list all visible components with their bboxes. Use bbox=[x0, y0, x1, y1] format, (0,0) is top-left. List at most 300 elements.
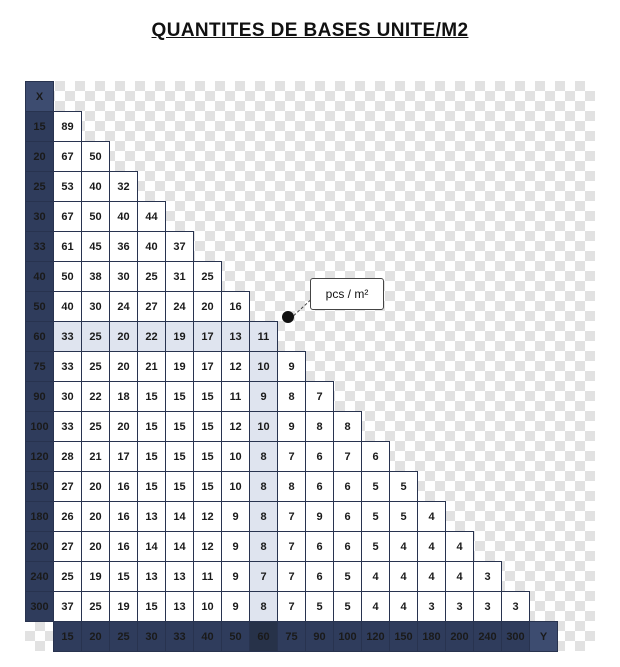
spacer-cell bbox=[166, 202, 194, 232]
spacer-cell bbox=[390, 202, 418, 232]
data-cell: 3 bbox=[474, 562, 502, 592]
spacer-cell bbox=[446, 382, 474, 412]
spacer-cell bbox=[334, 352, 362, 382]
spacer-cell bbox=[54, 82, 82, 112]
spacer-cell bbox=[390, 82, 418, 112]
spacer-cell bbox=[418, 202, 446, 232]
spacer-cell bbox=[362, 172, 390, 202]
spacer-cell bbox=[446, 442, 474, 472]
data-cell: 3 bbox=[502, 592, 530, 622]
callout-label: pcs / m² bbox=[325, 287, 369, 301]
spacer-cell bbox=[334, 112, 362, 142]
data-cell: 25 bbox=[194, 262, 222, 292]
data-cell: 38 bbox=[82, 262, 110, 292]
spacer-cell bbox=[334, 322, 362, 352]
data-cell: 53 bbox=[54, 172, 82, 202]
spacer-cell bbox=[278, 142, 306, 172]
data-cell: 9 bbox=[250, 382, 278, 412]
data-cell: 44 bbox=[138, 202, 166, 232]
spacer-cell bbox=[222, 232, 250, 262]
data-cell: 5 bbox=[362, 502, 390, 532]
data-cell: 6 bbox=[334, 472, 362, 502]
data-cell: 27 bbox=[138, 292, 166, 322]
table-row bbox=[26, 442, 558, 472]
spacer-cell bbox=[306, 322, 334, 352]
data-cell: 7 bbox=[278, 442, 306, 472]
spacer-cell bbox=[138, 112, 166, 142]
spacer-cell bbox=[390, 172, 418, 202]
column-header-90[interactable]: 90 bbox=[306, 622, 334, 652]
data-cell: 32 bbox=[110, 172, 138, 202]
spacer-cell bbox=[530, 232, 558, 262]
quantities-table bbox=[25, 81, 558, 652]
spacer-cell bbox=[502, 472, 530, 502]
spacer-cell bbox=[334, 142, 362, 172]
axis-corner-y: Y bbox=[530, 622, 558, 652]
spacer-cell bbox=[502, 532, 530, 562]
row-header-30[interactable]: 30 bbox=[26, 202, 54, 232]
table-row bbox=[26, 502, 558, 532]
spacer-cell bbox=[474, 472, 502, 502]
data-cell: 14 bbox=[166, 532, 194, 562]
spacer-cell bbox=[306, 82, 334, 112]
spacer-cell bbox=[250, 202, 278, 232]
spacer-cell bbox=[250, 262, 278, 292]
table-row bbox=[26, 412, 558, 442]
spacer-cell bbox=[474, 292, 502, 322]
data-cell: 10 bbox=[222, 472, 250, 502]
spacer-cell bbox=[334, 82, 362, 112]
data-cell: 40 bbox=[110, 202, 138, 232]
column-header-180[interactable]: 180 bbox=[418, 622, 446, 652]
data-cell: 33 bbox=[54, 352, 82, 382]
spacer-cell bbox=[362, 82, 390, 112]
spacer-cell bbox=[222, 172, 250, 202]
spacer-cell bbox=[390, 112, 418, 142]
table-row bbox=[26, 142, 558, 172]
data-cell: 22 bbox=[82, 382, 110, 412]
data-cell: 30 bbox=[110, 262, 138, 292]
spacer-cell bbox=[110, 112, 138, 142]
spacer-cell bbox=[194, 82, 222, 112]
data-cell: 12 bbox=[222, 412, 250, 442]
data-cell: 3 bbox=[446, 592, 474, 622]
data-cell: 4 bbox=[418, 532, 446, 562]
spacer-cell bbox=[530, 532, 558, 562]
spacer-cell bbox=[418, 112, 446, 142]
spacer-cell bbox=[278, 262, 306, 292]
spacer-cell bbox=[194, 232, 222, 262]
spacer-cell bbox=[446, 412, 474, 442]
data-cell: 14 bbox=[138, 532, 166, 562]
spacer-cell bbox=[474, 532, 502, 562]
spacer-cell bbox=[418, 472, 446, 502]
data-cell: 9 bbox=[306, 502, 334, 532]
data-cell: 7 bbox=[278, 502, 306, 532]
spacer-cell bbox=[334, 232, 362, 262]
data-cell: 15 bbox=[138, 472, 166, 502]
spacer-cell bbox=[334, 202, 362, 232]
row-header-40[interactable]: 40 bbox=[26, 262, 54, 292]
spacer-cell bbox=[446, 202, 474, 232]
spacer-cell bbox=[474, 142, 502, 172]
data-cell: 10 bbox=[222, 442, 250, 472]
data-cell: 7 bbox=[306, 382, 334, 412]
data-cell: 30 bbox=[54, 382, 82, 412]
row-header-150[interactable]: 150 bbox=[26, 472, 54, 502]
row-header-120[interactable]: 120 bbox=[26, 442, 54, 472]
callout-box bbox=[310, 278, 384, 310]
spacer-cell bbox=[222, 142, 250, 172]
data-cell: 89 bbox=[54, 112, 82, 142]
data-cell: 40 bbox=[138, 232, 166, 262]
data-cell: 19 bbox=[110, 592, 138, 622]
spacer-cell bbox=[474, 82, 502, 112]
data-cell: 11 bbox=[222, 382, 250, 412]
data-cell: 3 bbox=[474, 592, 502, 622]
data-cell: 10 bbox=[194, 592, 222, 622]
spacer-cell bbox=[306, 172, 334, 202]
spacer-cell bbox=[446, 262, 474, 292]
spacer-cell bbox=[278, 112, 306, 142]
spacer-cell bbox=[530, 142, 558, 172]
spacer-cell bbox=[390, 142, 418, 172]
data-cell: 17 bbox=[194, 352, 222, 382]
column-header-60[interactable]: 60 bbox=[250, 622, 278, 652]
spacer-cell bbox=[250, 82, 278, 112]
row-header-240[interactable]: 240 bbox=[26, 562, 54, 592]
spacer-cell bbox=[530, 82, 558, 112]
row-header-20[interactable]: 20 bbox=[26, 142, 54, 172]
data-cell: 4 bbox=[390, 592, 418, 622]
spacer-cell bbox=[530, 502, 558, 532]
row-header-200[interactable]: 200 bbox=[26, 532, 54, 562]
table-row bbox=[26, 592, 558, 622]
spacer-cell bbox=[502, 292, 530, 322]
table-row bbox=[26, 232, 558, 262]
data-cell: 20 bbox=[82, 532, 110, 562]
spacer-cell bbox=[446, 472, 474, 502]
spacer-cell bbox=[194, 172, 222, 202]
spacer-cell bbox=[446, 502, 474, 532]
data-cell: 5 bbox=[334, 592, 362, 622]
data-cell: 67 bbox=[54, 142, 82, 172]
table-row bbox=[26, 562, 558, 592]
spacer-cell bbox=[390, 352, 418, 382]
spacer-cell bbox=[138, 82, 166, 112]
spacer-cell bbox=[82, 112, 110, 142]
spacer-cell bbox=[390, 322, 418, 352]
spacer-cell bbox=[530, 592, 558, 622]
data-cell: 19 bbox=[166, 352, 194, 382]
row-header-75[interactable]: 75 bbox=[26, 352, 54, 382]
data-cell: 4 bbox=[446, 532, 474, 562]
data-cell: 9 bbox=[222, 592, 250, 622]
spacer-cell bbox=[306, 202, 334, 232]
spacer-cell bbox=[418, 172, 446, 202]
data-cell: 25 bbox=[82, 592, 110, 622]
data-cell: 4 bbox=[446, 562, 474, 592]
data-cell: 15 bbox=[194, 442, 222, 472]
data-cell: 40 bbox=[54, 292, 82, 322]
data-cell: 15 bbox=[138, 412, 166, 442]
data-cell: 4 bbox=[418, 502, 446, 532]
data-cell: 9 bbox=[222, 532, 250, 562]
spacer-cell bbox=[474, 262, 502, 292]
spacer-cell bbox=[250, 292, 278, 322]
column-header-15[interactable]: 15 bbox=[54, 622, 82, 652]
data-cell: 21 bbox=[138, 352, 166, 382]
data-cell: 16 bbox=[110, 532, 138, 562]
table-row bbox=[26, 352, 558, 382]
spacer-cell bbox=[530, 472, 558, 502]
data-cell: 13 bbox=[138, 562, 166, 592]
data-cell: 24 bbox=[166, 292, 194, 322]
data-cell: 13 bbox=[138, 502, 166, 532]
data-cell: 25 bbox=[54, 562, 82, 592]
spacer-cell bbox=[502, 82, 530, 112]
spacer-cell bbox=[530, 352, 558, 382]
spacer-cell bbox=[390, 442, 418, 472]
data-cell: 8 bbox=[250, 472, 278, 502]
spacer-cell bbox=[306, 232, 334, 262]
data-cell: 6 bbox=[306, 442, 334, 472]
column-header-40[interactable]: 40 bbox=[194, 622, 222, 652]
data-cell: 4 bbox=[418, 562, 446, 592]
column-header-200[interactable]: 200 bbox=[446, 622, 474, 652]
column-header-25[interactable]: 25 bbox=[110, 622, 138, 652]
column-header-20[interactable]: 20 bbox=[82, 622, 110, 652]
spacer-cell bbox=[362, 352, 390, 382]
spacer-cell bbox=[446, 112, 474, 142]
column-header-300[interactable]: 300 bbox=[502, 622, 530, 652]
spacer-cell bbox=[530, 172, 558, 202]
spacer-cell bbox=[474, 382, 502, 412]
spacer-cell bbox=[502, 112, 530, 142]
spacer-cell bbox=[194, 202, 222, 232]
data-cell: 10 bbox=[250, 352, 278, 382]
spacer-cell bbox=[138, 172, 166, 202]
data-cell: 15 bbox=[194, 472, 222, 502]
data-cell: 24 bbox=[110, 292, 138, 322]
data-cell: 6 bbox=[362, 442, 390, 472]
spacer-cell bbox=[334, 382, 362, 412]
data-cell: 12 bbox=[194, 532, 222, 562]
spacer-cell bbox=[250, 112, 278, 142]
spacer-cell bbox=[306, 112, 334, 142]
spacer-cell bbox=[530, 322, 558, 352]
data-cell: 7 bbox=[250, 562, 278, 592]
column-header-30[interactable]: 30 bbox=[138, 622, 166, 652]
spacer-cell bbox=[474, 172, 502, 202]
spacer-cell bbox=[278, 202, 306, 232]
spacer-cell bbox=[278, 322, 306, 352]
spacer-cell bbox=[530, 562, 558, 592]
spacer-cell bbox=[390, 292, 418, 322]
spacer-cell bbox=[530, 382, 558, 412]
data-cell: 7 bbox=[278, 592, 306, 622]
data-cell: 9 bbox=[278, 412, 306, 442]
data-cell: 45 bbox=[82, 232, 110, 262]
spacer-cell bbox=[502, 412, 530, 442]
spacer-cell bbox=[502, 262, 530, 292]
data-cell: 25 bbox=[82, 322, 110, 352]
data-cell: 20 bbox=[194, 292, 222, 322]
data-cell: 9 bbox=[222, 502, 250, 532]
data-cell: 5 bbox=[362, 532, 390, 562]
row-header-300[interactable]: 300 bbox=[26, 592, 54, 622]
data-cell: 20 bbox=[82, 502, 110, 532]
spacer-cell bbox=[530, 442, 558, 472]
data-cell: 27 bbox=[54, 472, 82, 502]
row-header-180[interactable]: 180 bbox=[26, 502, 54, 532]
table-row bbox=[26, 322, 558, 352]
data-cell: 15 bbox=[194, 382, 222, 412]
table-row bbox=[26, 382, 558, 412]
spacer-cell bbox=[474, 232, 502, 262]
spacer-cell bbox=[502, 352, 530, 382]
spacer-cell bbox=[474, 112, 502, 142]
spacer-cell bbox=[530, 262, 558, 292]
column-header-120[interactable]: 120 bbox=[362, 622, 390, 652]
data-cell: 20 bbox=[110, 412, 138, 442]
data-cell: 33 bbox=[54, 412, 82, 442]
spacer-cell bbox=[166, 112, 194, 142]
data-cell: 8 bbox=[306, 412, 334, 442]
data-cell: 25 bbox=[82, 352, 110, 382]
data-cell: 6 bbox=[306, 562, 334, 592]
spacer-cell bbox=[418, 382, 446, 412]
table-row bbox=[26, 262, 558, 292]
data-cell: 20 bbox=[110, 322, 138, 352]
table-footer-row bbox=[26, 622, 558, 652]
data-cell: 13 bbox=[222, 322, 250, 352]
spacer-cell bbox=[26, 622, 54, 652]
data-cell: 21 bbox=[82, 442, 110, 472]
spacer-cell bbox=[390, 232, 418, 262]
spacer-cell bbox=[418, 142, 446, 172]
spacer-cell bbox=[446, 142, 474, 172]
row-header-33[interactable]: 33 bbox=[26, 232, 54, 262]
data-cell: 5 bbox=[362, 472, 390, 502]
data-cell: 67 bbox=[54, 202, 82, 232]
spacer-cell bbox=[278, 172, 306, 202]
data-cell: 8 bbox=[250, 532, 278, 562]
data-cell: 14 bbox=[166, 502, 194, 532]
data-cell: 11 bbox=[250, 322, 278, 352]
data-cell: 36 bbox=[110, 232, 138, 262]
data-cell: 4 bbox=[390, 532, 418, 562]
spacer-cell bbox=[194, 142, 222, 172]
spacer-cell bbox=[250, 172, 278, 202]
data-cell: 3 bbox=[418, 592, 446, 622]
data-cell: 9 bbox=[278, 352, 306, 382]
spacer-cell bbox=[530, 292, 558, 322]
spacer-cell bbox=[446, 172, 474, 202]
column-header-75[interactable]: 75 bbox=[278, 622, 306, 652]
callout-anchor-dot bbox=[282, 311, 294, 323]
spacer-cell bbox=[502, 202, 530, 232]
spacer-cell bbox=[418, 322, 446, 352]
data-cell: 20 bbox=[82, 472, 110, 502]
row-header-50[interactable]: 50 bbox=[26, 292, 54, 322]
data-cell: 15 bbox=[138, 442, 166, 472]
data-cell: 19 bbox=[166, 322, 194, 352]
table-row bbox=[26, 472, 558, 502]
spacer-cell bbox=[390, 412, 418, 442]
page-title: QUANTITES DE BASES UNITE/M2 bbox=[151, 20, 469, 41]
spacer-cell bbox=[222, 82, 250, 112]
row-header-25[interactable]: 25 bbox=[26, 172, 54, 202]
column-header-100[interactable]: 100 bbox=[334, 622, 362, 652]
spacer-cell bbox=[502, 562, 530, 592]
row-header-15[interactable]: 15 bbox=[26, 112, 54, 142]
spacer-cell bbox=[362, 232, 390, 262]
spacer-cell bbox=[446, 82, 474, 112]
data-cell: 26 bbox=[54, 502, 82, 532]
spacer-cell bbox=[418, 412, 446, 442]
data-cell: 6 bbox=[306, 532, 334, 562]
spacer-cell bbox=[474, 412, 502, 442]
data-cell: 37 bbox=[166, 232, 194, 262]
data-cell: 4 bbox=[390, 562, 418, 592]
data-cell: 15 bbox=[138, 382, 166, 412]
data-cell: 25 bbox=[138, 262, 166, 292]
data-cell: 13 bbox=[166, 562, 194, 592]
spacer-cell bbox=[306, 352, 334, 382]
row-header-90[interactable]: 90 bbox=[26, 382, 54, 412]
spacer-cell bbox=[502, 232, 530, 262]
spacer-cell bbox=[474, 442, 502, 472]
data-cell: 7 bbox=[278, 532, 306, 562]
data-cell: 8 bbox=[250, 502, 278, 532]
data-cell: 16 bbox=[110, 472, 138, 502]
data-cell: 5 bbox=[334, 562, 362, 592]
spacer-cell bbox=[166, 142, 194, 172]
spacer-cell bbox=[418, 262, 446, 292]
column-header-150[interactable]: 150 bbox=[390, 622, 418, 652]
column-header-240[interactable]: 240 bbox=[474, 622, 502, 652]
data-cell: 6 bbox=[306, 472, 334, 502]
data-cell: 5 bbox=[390, 502, 418, 532]
spacer-cell bbox=[474, 202, 502, 232]
spacer-cell bbox=[446, 322, 474, 352]
row-header-60[interactable]: 60 bbox=[26, 322, 54, 352]
data-cell: 33 bbox=[54, 322, 82, 352]
column-header-33[interactable]: 33 bbox=[166, 622, 194, 652]
spacer-cell bbox=[362, 112, 390, 142]
data-cell: 17 bbox=[194, 322, 222, 352]
spacer-cell bbox=[138, 142, 166, 172]
data-cell: 17 bbox=[110, 442, 138, 472]
column-header-50[interactable]: 50 bbox=[222, 622, 250, 652]
data-cell: 6 bbox=[334, 502, 362, 532]
spacer-cell bbox=[166, 172, 194, 202]
spacer-cell bbox=[530, 112, 558, 142]
data-cell: 37 bbox=[54, 592, 82, 622]
data-cell: 61 bbox=[54, 232, 82, 262]
spacer-cell bbox=[446, 232, 474, 262]
row-header-100[interactable]: 100 bbox=[26, 412, 54, 442]
data-cell: 7 bbox=[278, 562, 306, 592]
spacer-cell bbox=[418, 232, 446, 262]
data-cell: 8 bbox=[278, 382, 306, 412]
data-cell: 5 bbox=[306, 592, 334, 622]
spacer-cell bbox=[502, 382, 530, 412]
spacer-cell bbox=[250, 142, 278, 172]
spacer-cell bbox=[502, 442, 530, 472]
axis-corner-x: X bbox=[26, 82, 54, 112]
